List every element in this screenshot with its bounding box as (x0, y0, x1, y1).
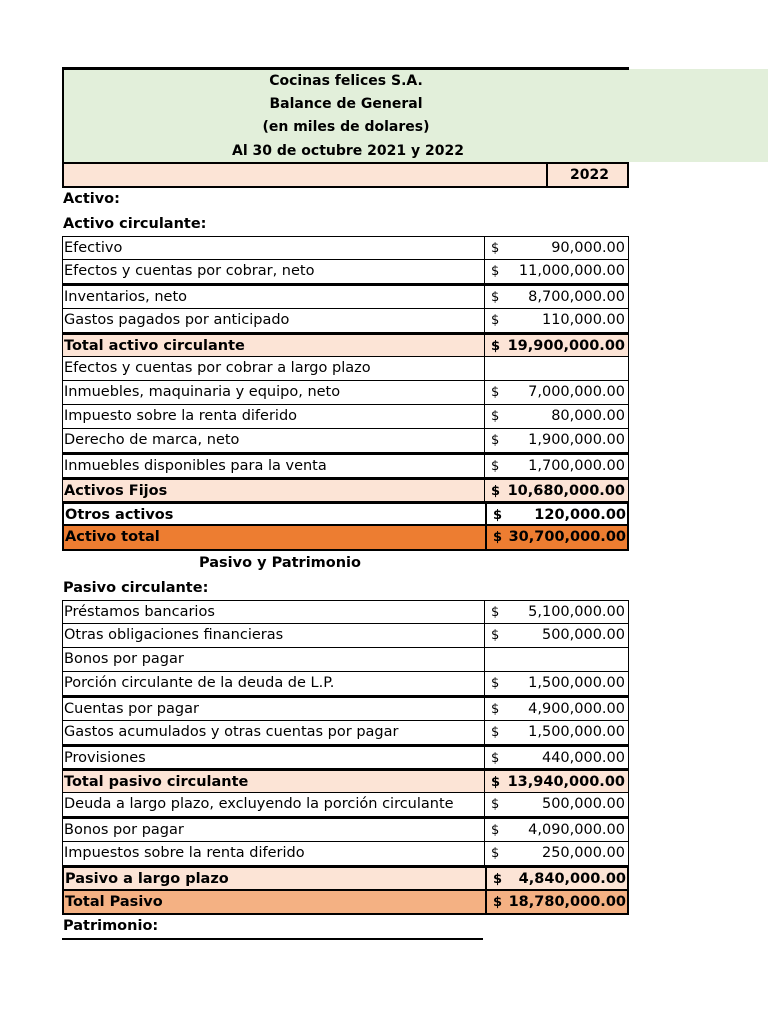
currency-symbol: $ (491, 702, 500, 717)
row-value: 1,900,000.00 (528, 432, 625, 448)
currency-symbol: $ (491, 339, 501, 354)
total-pasivo-row (62, 891, 629, 915)
row-value: 4,900,000.00 (528, 701, 625, 717)
currency-symbol: $ (491, 385, 500, 400)
row-label: Inventarios, neto (64, 289, 188, 305)
currency-symbol: $ (491, 751, 500, 766)
row-value: 18,780,000.00 (508, 894, 626, 910)
currency-symbol: $ (491, 605, 500, 620)
row-value: 13,940,000.00 (507, 774, 625, 790)
patrimonio-underline (62, 938, 483, 940)
row-label: Total pasivo circulante (64, 774, 249, 790)
row-label: Porción circulante de la deuda de L.P. (64, 675, 335, 691)
row-label: Inmuebles, maquinaria y equipo, neto (64, 384, 341, 400)
row-label: Deuda a largo plazo, excluyendo la porción circulante (64, 796, 454, 812)
row-value: 500,000.00 (541, 627, 625, 643)
currency-symbol: $ (491, 484, 501, 499)
pasivo-largo-plazo-row (62, 866, 629, 891)
currency-symbol: $ (491, 725, 500, 740)
currency-symbol: $ (493, 895, 503, 910)
table-row (62, 721, 629, 745)
table-row (62, 600, 629, 624)
company-name: Cocinas felices S.A. (269, 73, 423, 89)
row-label: Bonos por pagar (64, 822, 184, 838)
row-label: Total activo circulante (64, 338, 245, 354)
row-label: Inmuebles disponibles para la venta (64, 458, 327, 474)
table-row (62, 429, 629, 453)
row-value: 19,900,000.00 (507, 338, 625, 354)
row-label: Efectos y cuentas por cobrar, neto (64, 263, 315, 279)
year-column-header: 2022 (546, 164, 631, 186)
row-label: Total Pasivo (65, 894, 163, 910)
table-row (62, 236, 629, 260)
table-row (62, 672, 629, 696)
row-label: Otras obligaciones financieras (64, 627, 284, 643)
activos-fijos-row (62, 478, 629, 502)
currency-symbol: $ (491, 628, 500, 643)
currency-symbol: $ (491, 290, 500, 305)
currency-symbol: $ (491, 797, 500, 812)
row-value: 4,090,000.00 (528, 822, 625, 838)
currency-symbol: $ (491, 459, 500, 474)
activo-heading: Activo: (63, 191, 120, 207)
table-row (62, 453, 629, 478)
row-label: Pasivo a largo plazo (65, 871, 229, 887)
report-date: Al 30 de octubre 2021 y 2022 (232, 143, 464, 159)
activo-total-row (62, 526, 629, 551)
table-row (62, 284, 629, 309)
row-label: Gastos pagados por anticipado (64, 312, 290, 328)
row-value: 250,000.00 (541, 845, 625, 861)
row-value: 90,000.00 (551, 240, 625, 256)
report-title: Balance de General (269, 96, 423, 112)
table-row (62, 357, 629, 381)
row-value: 80,000.00 (551, 408, 625, 424)
currency-symbol: $ (491, 823, 500, 838)
currency-symbol: $ (491, 676, 500, 691)
table-row (62, 624, 629, 648)
row-label: Bonos por pagar (64, 651, 184, 667)
row-label: Activo total (65, 529, 160, 545)
otros-activos-row (62, 502, 629, 526)
total-activo-circulante-row (62, 333, 629, 357)
row-label: Préstamos bancarios (64, 604, 215, 620)
row-value: 11,000,000.00 (518, 263, 625, 279)
currency-symbol: $ (491, 846, 500, 861)
currency-symbol: $ (491, 433, 500, 448)
pasivo-circulante-heading: Pasivo circulante: (63, 580, 209, 596)
table-row (62, 842, 629, 866)
row-value: 5,100,000.00 (528, 604, 625, 620)
row-value: 4,840,000.00 (518, 871, 626, 887)
row-value: 500,000.00 (541, 796, 625, 812)
table-row (62, 260, 629, 284)
row-value: 1,700,000.00 (528, 458, 625, 474)
row-value: 440,000.00 (541, 750, 625, 766)
row-label: Derecho de marca, neto (64, 432, 240, 448)
row-label: Otros activos (65, 507, 174, 523)
row-value: 1,500,000.00 (528, 724, 625, 740)
currency-symbol: $ (491, 264, 500, 279)
currency-symbol: $ (491, 409, 500, 424)
pasivo-patrimonio-title: Pasivo y Patrimonio (199, 555, 361, 571)
row-value: 10,680,000.00 (507, 483, 625, 499)
row-label: Cuentas por pagar (64, 701, 199, 717)
table-row (62, 745, 629, 769)
row-value: 110,000.00 (541, 312, 625, 328)
row-label: Efectivo (64, 240, 123, 256)
currency-symbol: $ (493, 530, 503, 545)
row-value: 1,500,000.00 (528, 675, 625, 691)
table-row (62, 793, 629, 817)
report-units: (en miles de dolares) (262, 119, 430, 135)
table-row (62, 381, 629, 405)
year-header-row (62, 162, 629, 188)
currency-symbol: $ (491, 775, 501, 790)
activo-circulante-heading: Activo circulante: (63, 216, 207, 232)
table-row (62, 817, 629, 842)
row-label: Provisiones (64, 750, 146, 766)
row-value: 120,000.00 (534, 507, 626, 523)
row-value: 7,000,000.00 (528, 384, 625, 400)
currency-symbol: $ (493, 872, 503, 887)
row-label: Gastos acumulados y otras cuentas por pagar (64, 724, 399, 740)
table-row (62, 648, 629, 672)
row-value: 8,700,000.00 (528, 289, 625, 305)
table-row (62, 405, 629, 429)
table-row (62, 309, 629, 333)
total-pasivo-circulante-row (62, 769, 629, 793)
currency-symbol: $ (491, 313, 500, 328)
table-row (62, 696, 629, 721)
row-label: Efectos y cuentas por cobrar a largo plazo (64, 360, 371, 376)
row-label: Activos Fijos (64, 483, 168, 499)
currency-symbol: $ (491, 241, 500, 256)
currency-symbol: $ (493, 508, 503, 523)
row-label: Impuesto sobre la renta diferido (64, 408, 298, 424)
row-value: 30,700,000.00 (508, 529, 626, 545)
row-label: Impuestos sobre la renta diferido (64, 845, 305, 861)
patrimonio-heading: Patrimonio: (63, 918, 159, 934)
